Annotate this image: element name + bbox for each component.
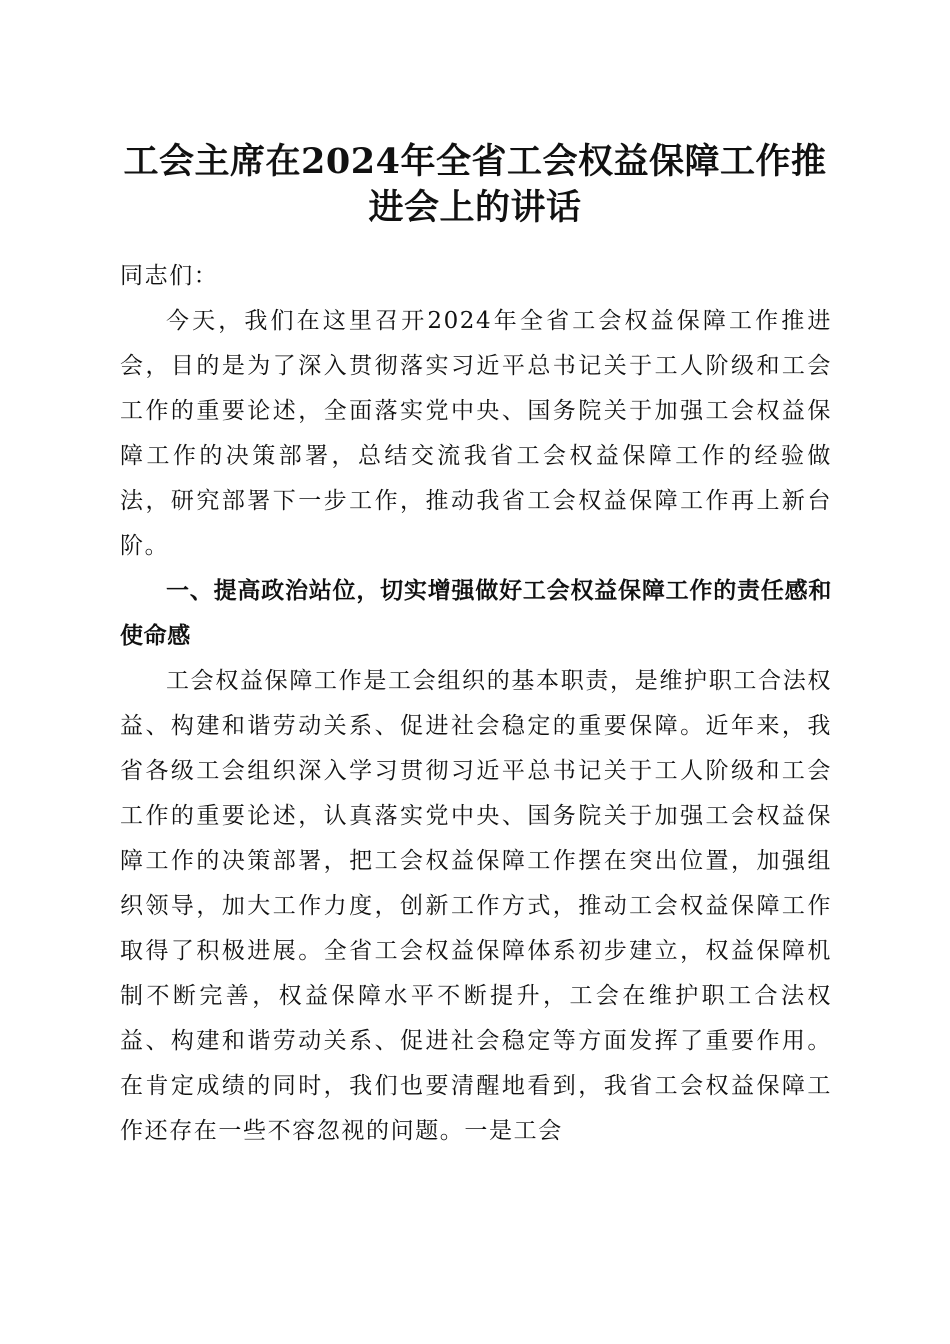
paragraph-intro: 今天，我们在这里召开2024年全省工会权益保障工作推进会，目的是为了深入贯彻落实习近平总书记关于工人阶级和工会工作的重要论述，全面落实党中央、国务院关于加强工会权益保障工作的决策部署，总结交流我省工会权益保障工作的经验做法，研究部署下一步工作，推动我省工会权益保障工作再上新台阶。 bbox=[120, 308, 832, 559]
paragraph-section-1: 工会权益保障工作是工会组织的基本职责，是维护职工合法权益、构建和谐劳动关系、促进社会稳定的重要保障。近年来，我省各级工会组织深入学习贯彻习近平总书记关于工人阶级和工会工作的重要论述，认真落实党中央、国务院关于加强工会权益保障工作的决策部署，把工会权益保障工作摆在突出位置，加强组织领导，加大工作力度，创新工作方式，推动工会权益保障工作取得了积极进展。全省工会权益保障体系初步建立，权益保障机制不断完善，权益保障水平不断提升，工会在维护职工合法权益、构建和谐劳动关系、促进社会稳定等方面发挥了重要作用。在肯定成绩的同时，我们也要清醒地看到，我省工会权益保障工作还存在一些不容忽视的问题。一是工会 bbox=[120, 668, 832, 1144]
document-title-line-2: 进会上的讲话 bbox=[368, 187, 582, 228]
document-title-line-1: 工会主席在2024年全省工会权益保障工作推 bbox=[123, 141, 827, 182]
document-body bbox=[120, 254, 832, 1154]
salutation: 同志们： bbox=[120, 263, 219, 289]
section-heading-1: 一、提高政治站位，切实增强做好工会权益保障工作的责任感和使命感 bbox=[120, 578, 832, 649]
